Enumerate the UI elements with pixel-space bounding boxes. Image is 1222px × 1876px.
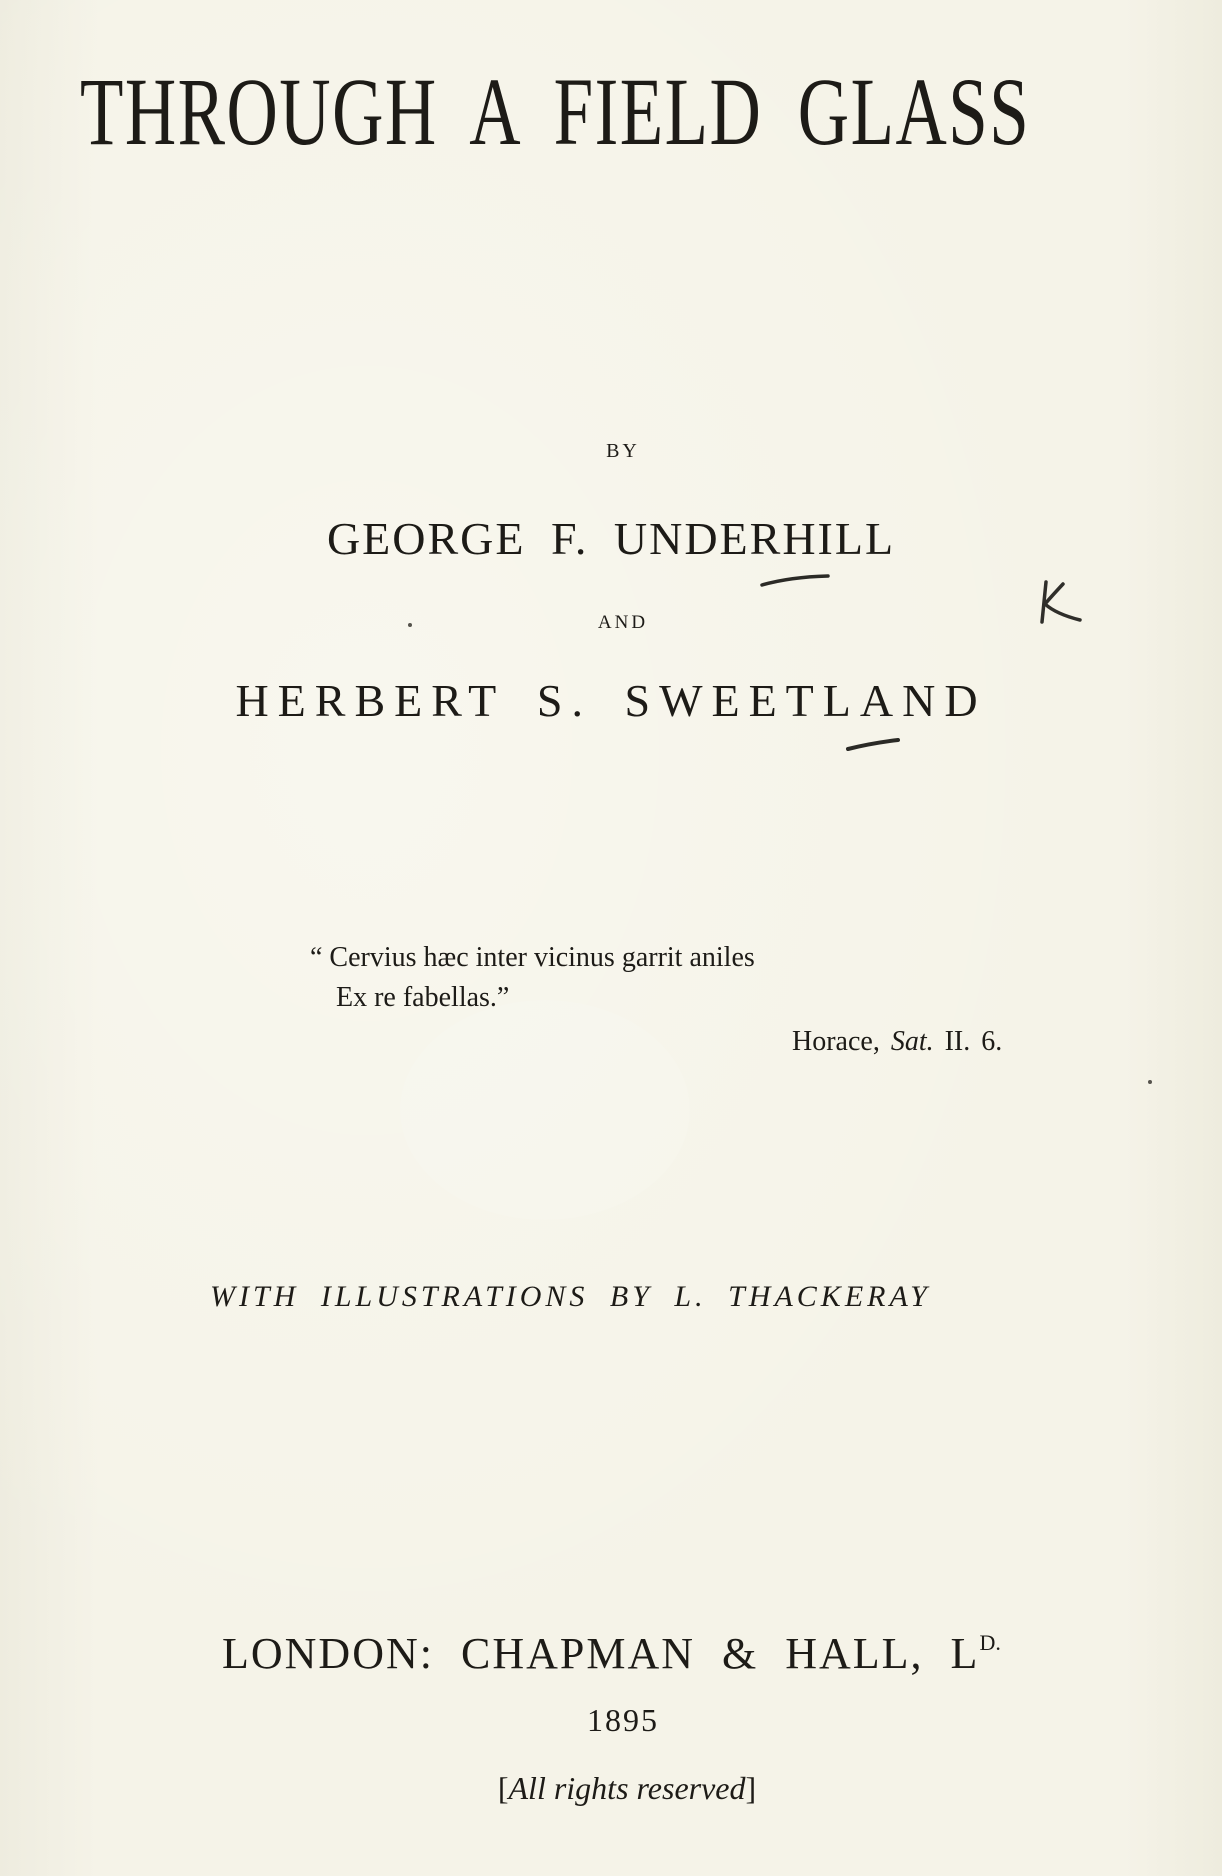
attribution-work: Sat. bbox=[890, 1026, 934, 1057]
publisher-imprint bbox=[222, 1628, 1001, 1679]
pencil-underline-underhill bbox=[762, 576, 828, 585]
publication-year: 1895 bbox=[587, 1702, 659, 1738]
epigraph-line-1: “ Cervius hæc inter vicinus garrit aniles bbox=[310, 942, 755, 973]
rights-notice bbox=[16, 1770, 1222, 1807]
attribution-author: Horace, bbox=[792, 1026, 880, 1057]
paper-stain bbox=[400, 1000, 690, 1220]
rights-text: All rights reserved bbox=[508, 1770, 746, 1806]
illustrations-credit: WITH ILLUSTRATIONS BY L. THACKERAY bbox=[210, 1280, 931, 1313]
author-secondary: HERBERT S. SWEETLAND bbox=[235, 675, 987, 726]
publisher-name: LONDON: CHAPMAN & HALL, L bbox=[222, 1629, 980, 1678]
pencil-underline-sweetland bbox=[848, 740, 898, 749]
ink-dot bbox=[1148, 1080, 1152, 1084]
book-title: THROUGH A FIELD GLASS bbox=[80, 58, 1031, 165]
byline: BY bbox=[606, 440, 640, 462]
rights-bracket-open: [ bbox=[497, 1770, 509, 1806]
attribution-ref: II. 6. bbox=[944, 1026, 1003, 1057]
epigraph-line-2: Ex re fabellas.” bbox=[336, 982, 510, 1013]
author-primary: GEORGE F. UNDERHILL bbox=[326, 513, 896, 564]
rights-bracket-close: ] bbox=[745, 1770, 757, 1806]
conjunction: AND bbox=[597, 612, 649, 633]
epigraph-attribution bbox=[792, 1026, 1002, 1058]
publisher-suffix: D. bbox=[979, 1630, 1001, 1655]
